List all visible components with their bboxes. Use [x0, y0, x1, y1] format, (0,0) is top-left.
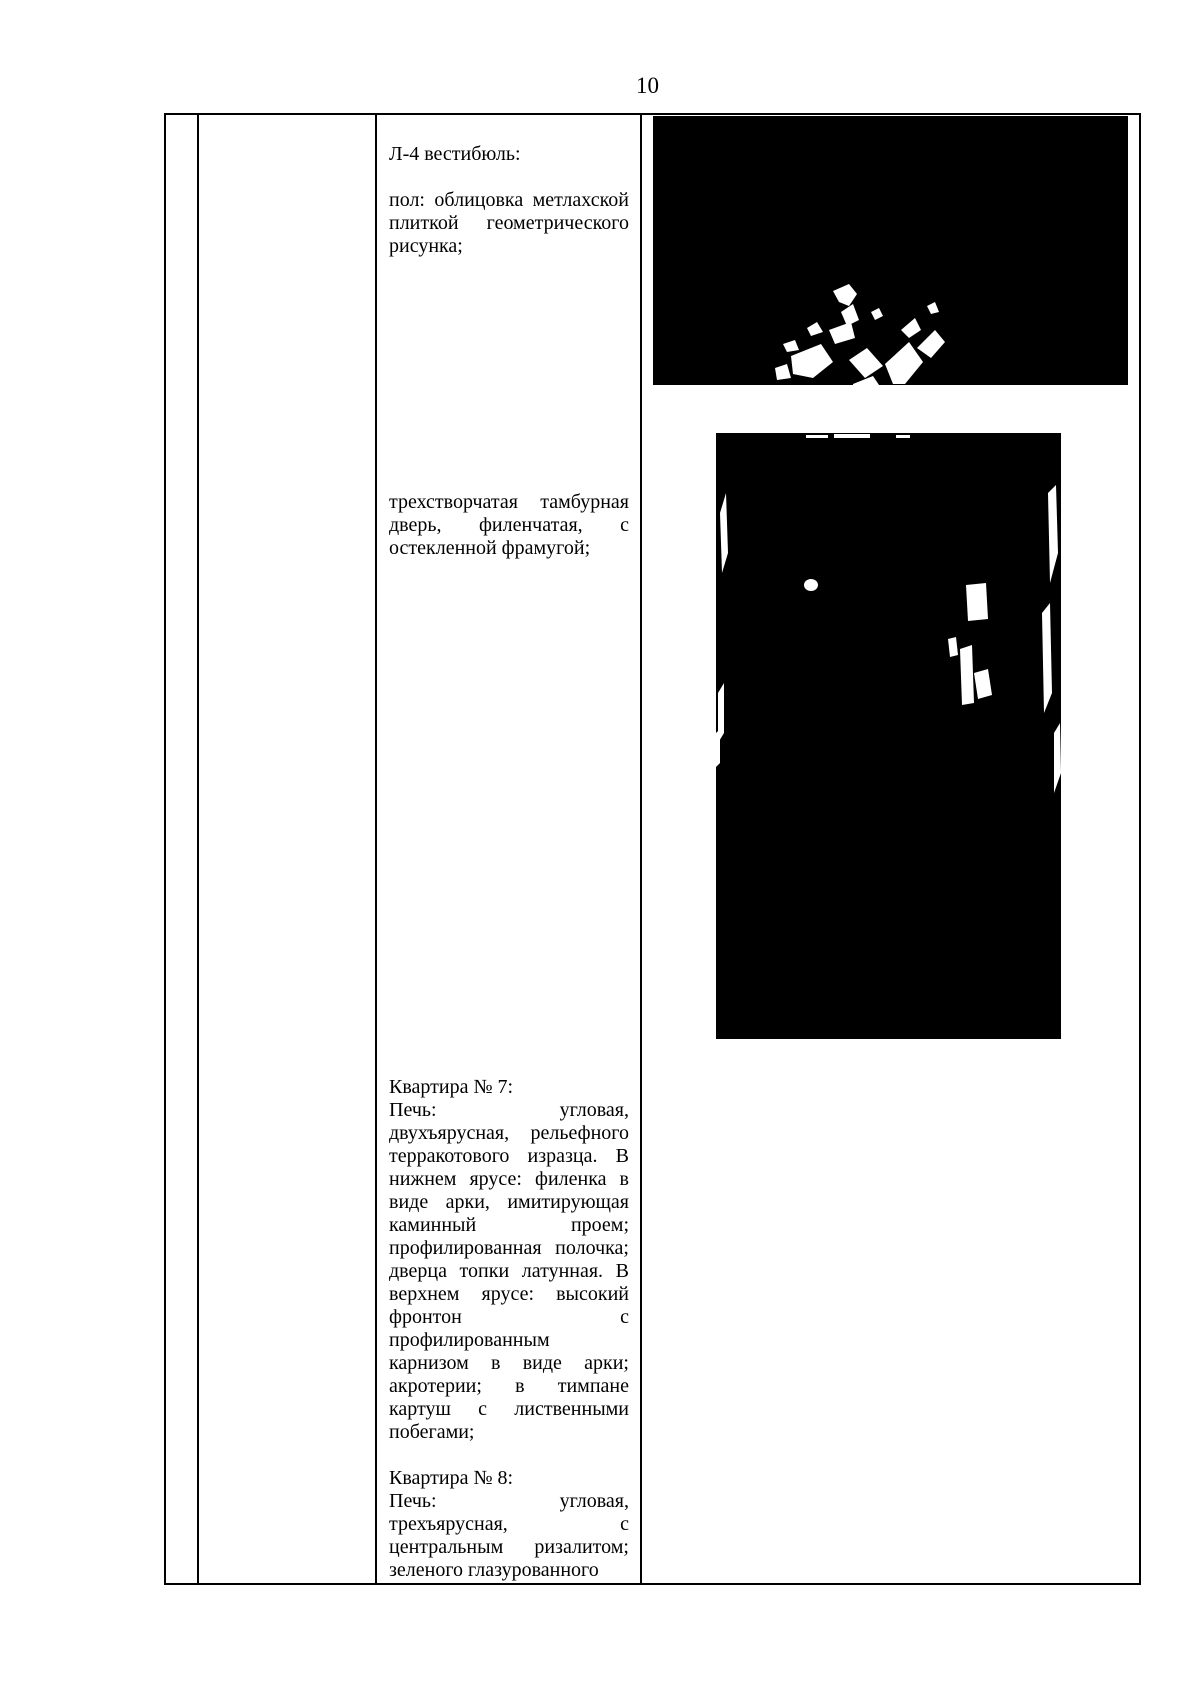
column-divider — [197, 115, 199, 1583]
column-divider — [640, 115, 642, 1583]
description-table — [164, 113, 1141, 1585]
apartment8-heading: Квартира № 8: — [389, 1467, 514, 1489]
vestibule-floor-block — [389, 143, 629, 258]
column-divider — [375, 115, 377, 1583]
vestibule-door-image — [716, 433, 1061, 1039]
vestibule-floor-text: пол: облицовка метлахской плиткой геометрического рисунка; — [389, 189, 629, 257]
page-number: 10 — [636, 73, 659, 98]
apartment8-stove-text: Печь: угловая, трехъярусная, с центральным ризалитом; зеленого глазурованного — [389, 1490, 629, 1581]
vestibule-door-text: трехстворчатая тамбурная дверь, филенчатая, с остекленной фрамугой; — [389, 491, 629, 559]
vestibule-door-block — [389, 491, 629, 560]
apartment8-block — [389, 1467, 629, 1582]
apartment7-stove-text: Печь: угловая, двухъярусная, рельефного терракотового изразца. В нижнем ярусе: филенка в виде арки, имитирующая каминный проем; профилированная полочка; дверца топки латунная. В верхнем ярусе: высокий фронтон с профилированным карнизом в виде арки; акротерии; в тимпане картуш с лиственными побегами; — [389, 1099, 629, 1443]
vestibule-door-photo — [716, 433, 1061, 1039]
vestibule-heading: Л-4 вестибюль: — [389, 143, 521, 165]
apartment7-heading: Квартира № 7: — [389, 1076, 514, 1098]
apartment7-block — [389, 1076, 629, 1444]
floor-tile-photo — [653, 116, 1128, 385]
floor-tile-image — [653, 116, 1128, 385]
